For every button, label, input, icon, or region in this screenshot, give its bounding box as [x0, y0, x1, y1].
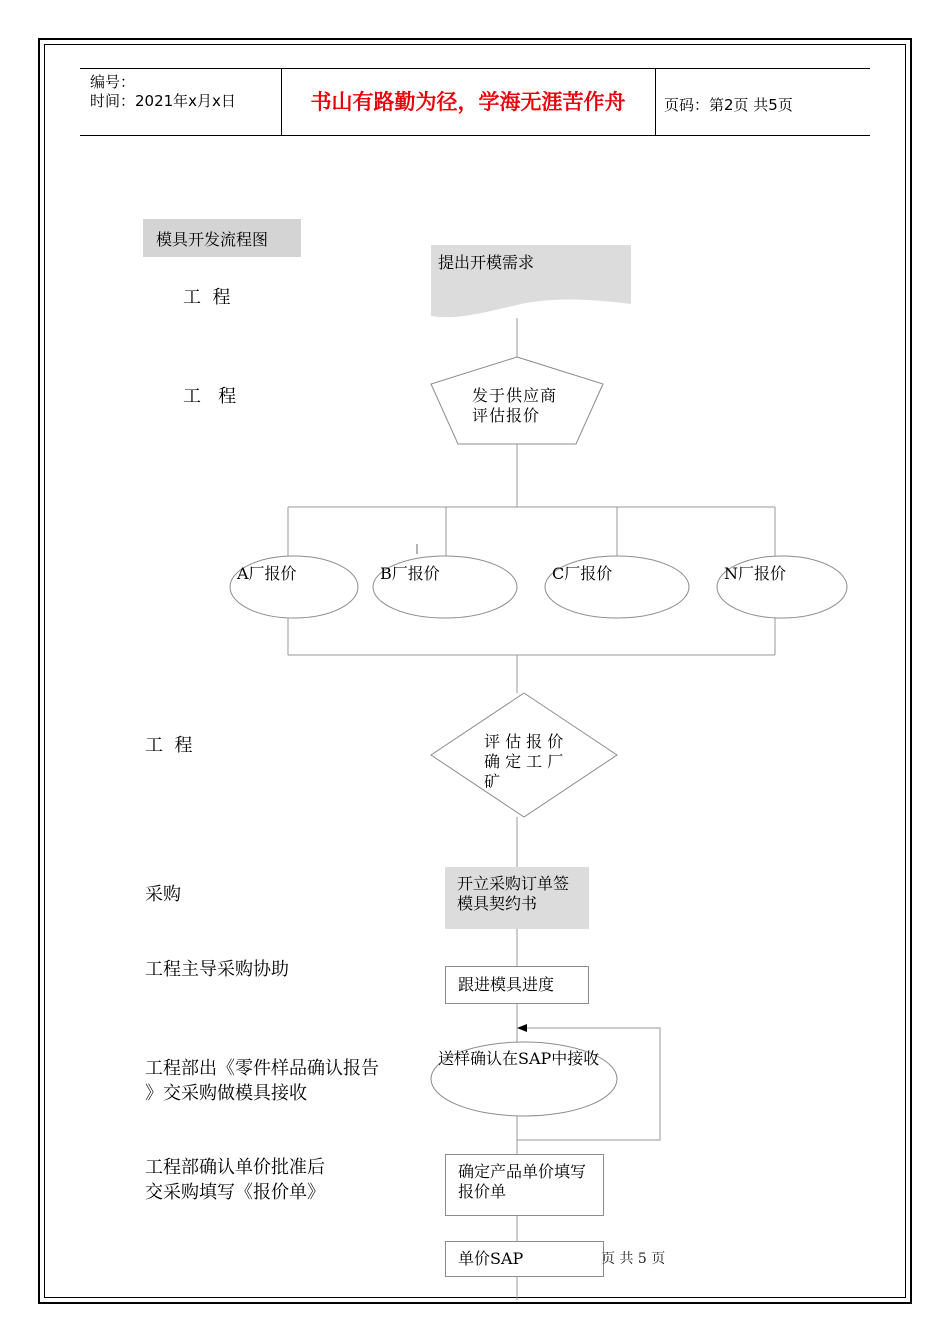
section-title: 模具开发流程图 [156, 230, 269, 249]
node-sap-price-text: 单价SAP [458, 1249, 524, 1268]
node-unit-price-text: 确定产品单价填写 报价单 [458, 1162, 587, 1201]
node-purchase-order-text: 开立采购订单签 模具契约书 [457, 874, 570, 913]
feedback-loop-arrowhead [517, 1024, 527, 1032]
node-quote-c-text: C厂报价 [552, 564, 613, 583]
footer-page-text: 页 共 5 页 [601, 1251, 666, 1267]
purchase-order-box [445, 867, 589, 929]
sap-price-box [445, 1241, 604, 1277]
node-send-supplier-text: 发于供应商 评估报价 [472, 386, 558, 425]
node-follow-up-text: 跟进模具进度 [458, 975, 555, 994]
role-label-sample-report: 工程部出《零件样品确认报告 》交采购做模具接收 [145, 1058, 379, 1104]
role-label-price-approval: 工程部确认单价批准后 交采购填写《报价单》 [145, 1157, 325, 1203]
node-quote-n-text: N厂报价 [724, 564, 787, 583]
node-request-text: 提出开模需求 [438, 253, 535, 272]
follow-up-box [445, 966, 589, 1004]
role-label-engineering-1: 工 程 [183, 287, 231, 308]
role-label-engineering-3: 工 程 [145, 735, 193, 756]
unit-price-box [445, 1154, 604, 1216]
document-number-label: 编号： [90, 73, 136, 91]
role-label-engineering-lead: 工程主导采购协助 [145, 959, 289, 980]
page-number-label: 页码：第2页 共5页 [664, 96, 793, 114]
node-quote-b-text: B厂报价 [380, 564, 440, 583]
header-motto: 书山有路勤为径，学海无涯苦作舟 [310, 89, 626, 114]
document-date-label: 时间：2021年x月x日 [90, 92, 236, 110]
node-evaluate-text: 评 估 报 价 确 定 工 厂 矿 [484, 732, 564, 791]
node-quote-a-text: A厂报价 [237, 564, 297, 583]
node-evaluate-clip [484, 732, 574, 791]
node-sample-confirm-text: 送样确认在SAP中接收 [438, 1049, 600, 1068]
role-label-engineering-2: 工 程 [183, 386, 237, 407]
role-label-purchasing: 采购 [145, 884, 181, 905]
